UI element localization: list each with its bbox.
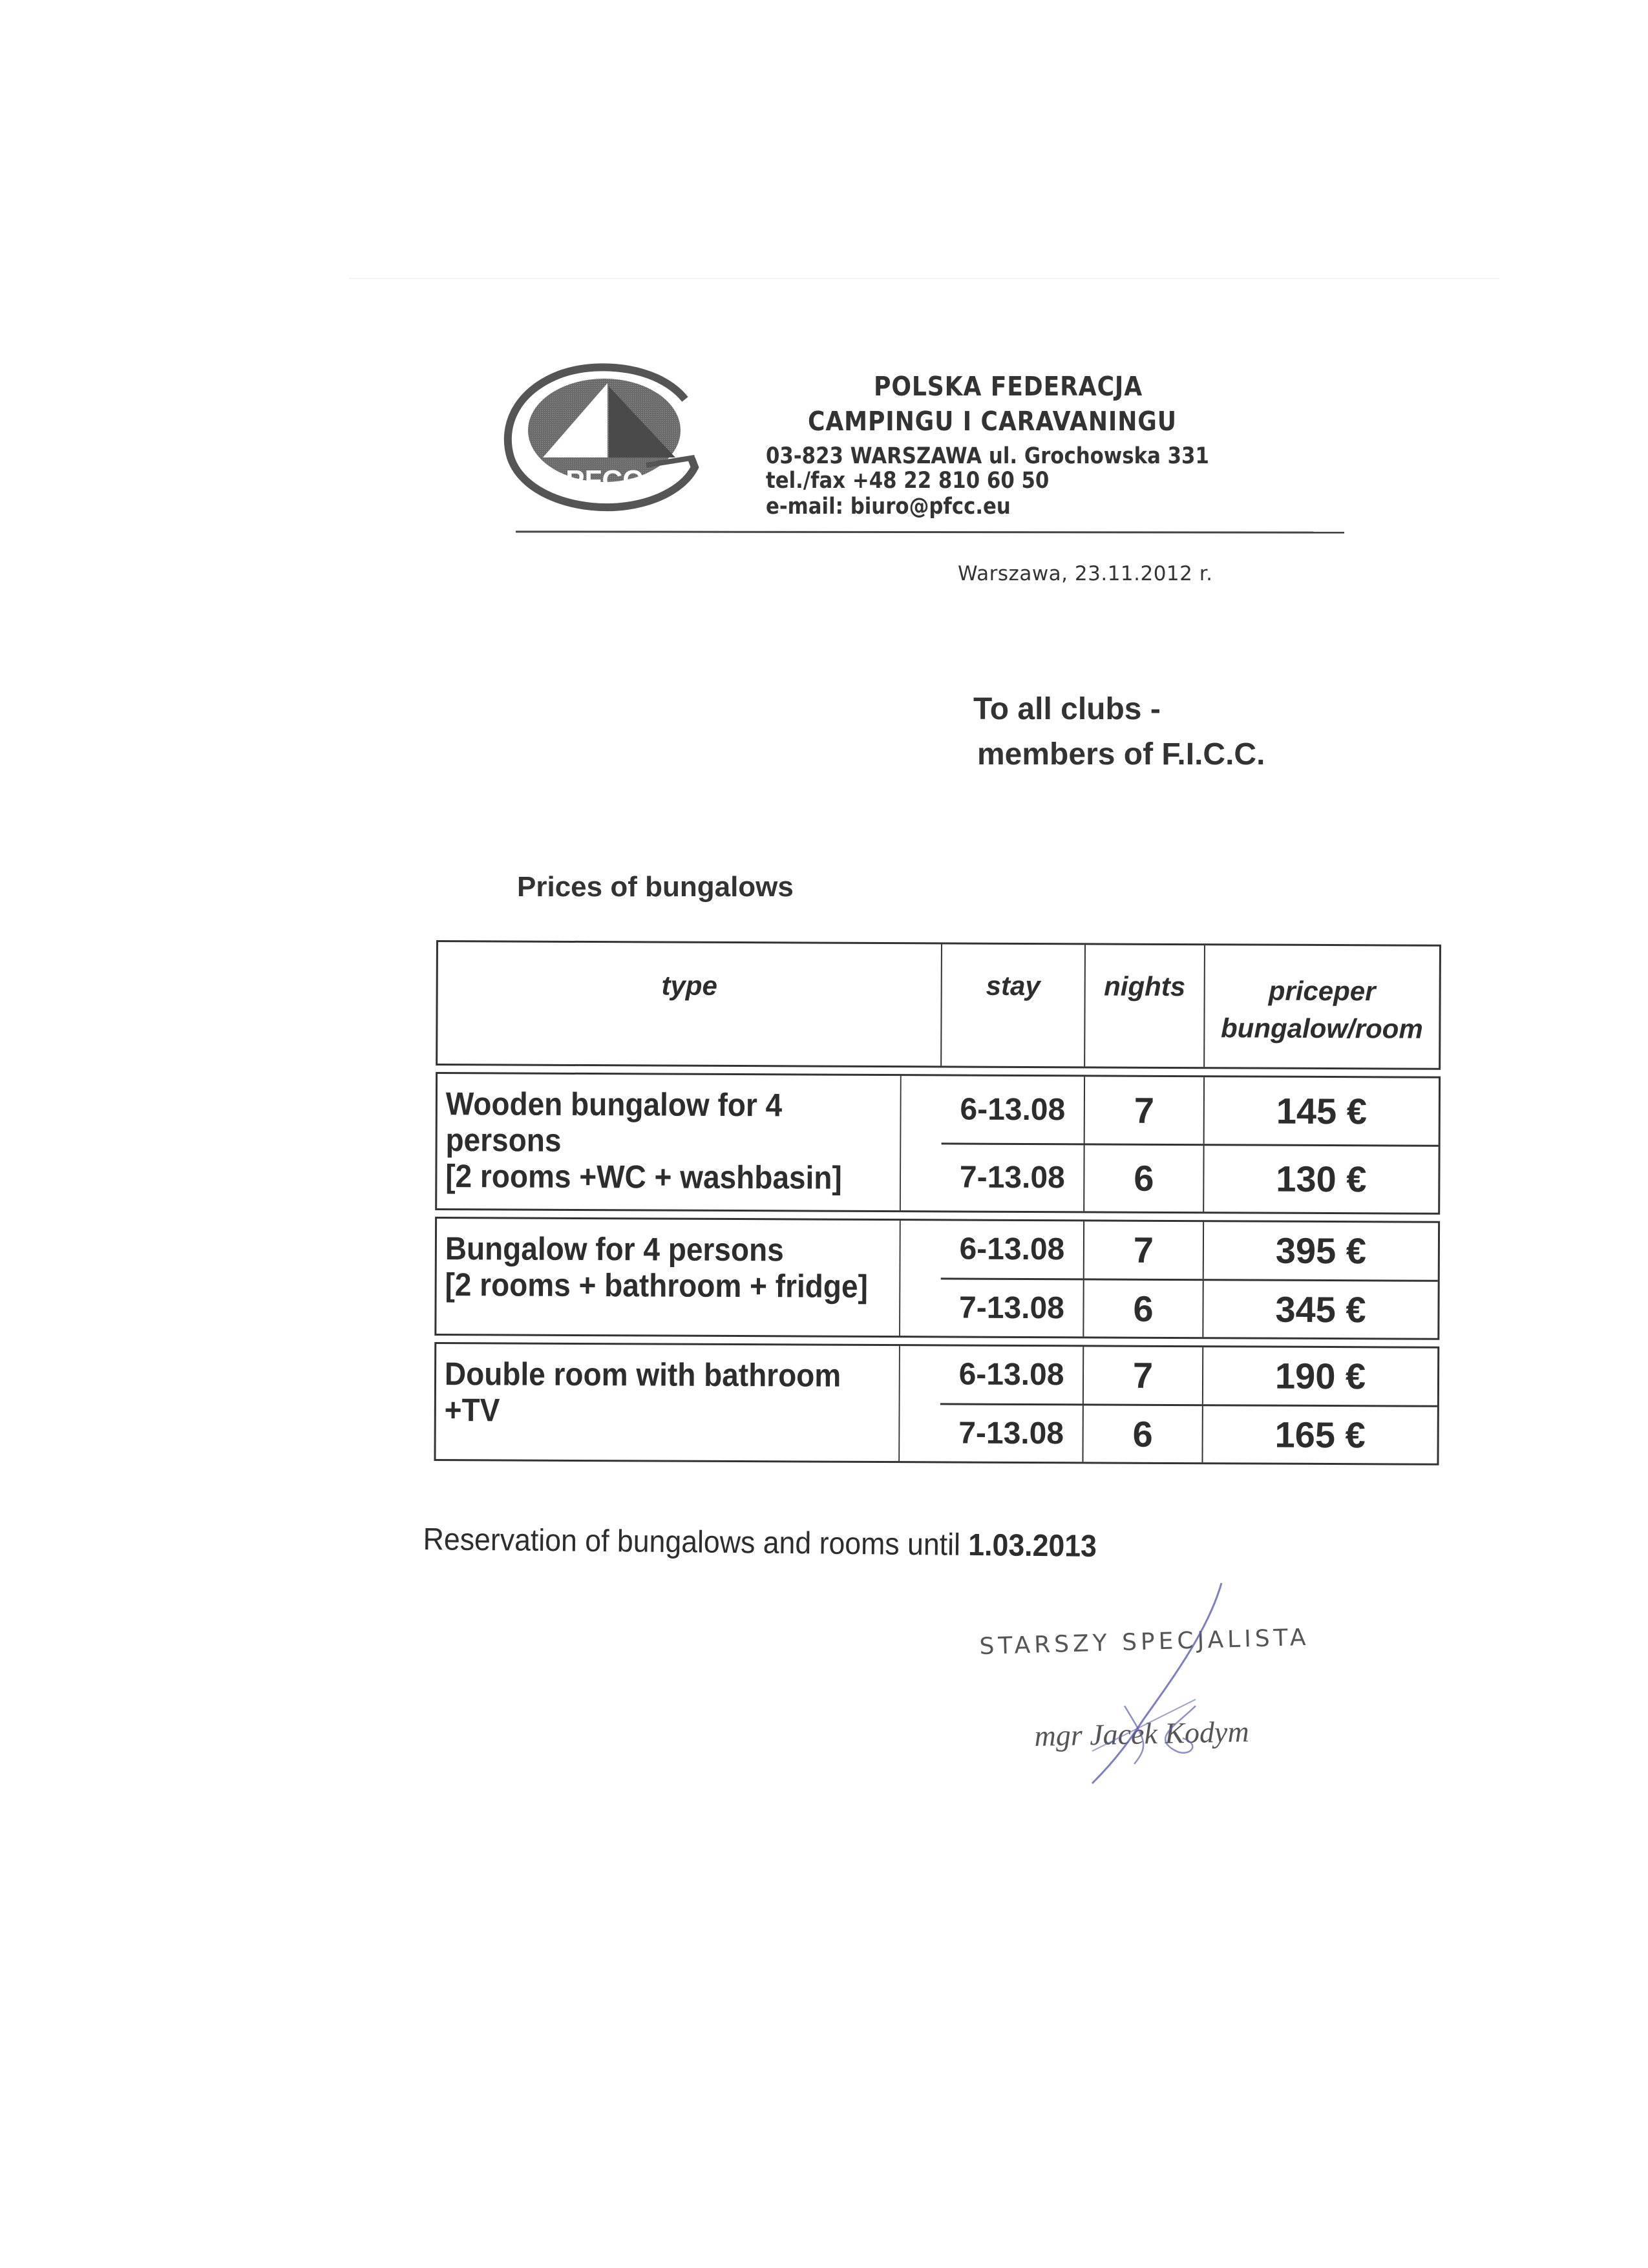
stamp-name: mgr Jacek Kodym [1034,1715,1250,1752]
type-line: persons [445,1122,562,1159]
section-title: Prices of bungalows [517,871,794,903]
header-price-line2: bungalow/room [1220,1013,1423,1044]
org-email: e-mail: biuro@pfcc.eu [766,494,1011,520]
table-row [940,1405,1437,1464]
nights-cell: 7 [1084,1221,1204,1278]
reservation-deadline: 1.03.2013 [968,1528,1097,1564]
pfcc-logo [498,354,704,516]
org-phone: tel./fax +48 22 810 60 50 [766,468,1050,494]
recipient-line1: To all clubs - [973,692,1161,726]
nights-cell: 6 [1083,1405,1203,1462]
logo-text: PFCC [565,465,643,496]
stay-cell: 6-13.08 [941,1221,1084,1277]
table-row [942,1076,1439,1146]
type-line: Bungalow for 4 persons [445,1230,784,1268]
recipient-line2: members of F.I.C.C. [977,737,1265,772]
type-line: [2 rooms +WC + washbasin] [445,1158,842,1196]
type-cell [436,1344,900,1461]
stay-cell: 7-13.08 [941,1144,1084,1211]
header-price-line1: priceper [1268,975,1376,1007]
header-type: type [438,942,942,1066]
scan-artifact-line [349,278,1499,279]
price-cell: 145 € [1276,1090,1368,1132]
table-group [434,1217,1440,1340]
header-price [1205,945,1439,1068]
price-cell: 345 € [1275,1288,1366,1330]
type-cell [437,1074,902,1210]
stamp-title: STARSZY SPECJALISTA [979,1624,1310,1660]
header-stay: stay [942,944,1086,1066]
org-name-line2: CAMPINGU I CARAVANINGU [808,406,1177,437]
table-row [941,1144,1438,1213]
nights-cell: 6 [1084,1280,1203,1337]
price-cell: 190 € [1274,1355,1366,1397]
type-line: [2 rooms + bathroom + fridge] [445,1266,868,1305]
price-cell: 130 € [1276,1158,1367,1200]
table-row [940,1346,1437,1407]
reservation-text: Reservation of bungalows and rooms until [423,1522,969,1562]
type-line: Wooden bungalow for 4 [445,1086,783,1124]
date-line: Warszawa, 23.11.2012 r. [958,562,1213,585]
table-row [941,1221,1438,1281]
price-table [434,940,1441,1472]
table-row [940,1279,1437,1338]
price-cell: 395 € [1275,1230,1367,1272]
reservation-note [423,1522,1097,1564]
table-group [434,1342,1439,1465]
letterhead-divider [516,530,1344,533]
stay-cell: 6-13.08 [940,1346,1084,1403]
table-header [436,940,1441,1070]
nights-cell: 6 [1084,1145,1204,1212]
table-group [435,1072,1441,1215]
stay-cell: 6-13.08 [942,1076,1085,1142]
price-cell: 165 € [1274,1414,1366,1456]
type-line: Double room with bathroom [444,1356,841,1394]
org-name-line1: POLSKA FEDERACJA [874,371,1143,402]
org-address: 03-823 WARSZAWA ul. Grochowska 331 [766,443,1209,469]
type-cell [436,1219,900,1336]
nights-cell: 7 [1085,1076,1205,1143]
header-nights: nights [1085,945,1205,1067]
stay-cell: 7-13.08 [940,1405,1083,1462]
type-line: +TV [444,1392,500,1429]
handwritten-signature [1047,1570,1267,1790]
stay-cell: 7-13.08 [940,1279,1084,1336]
nights-cell: 7 [1084,1347,1203,1403]
